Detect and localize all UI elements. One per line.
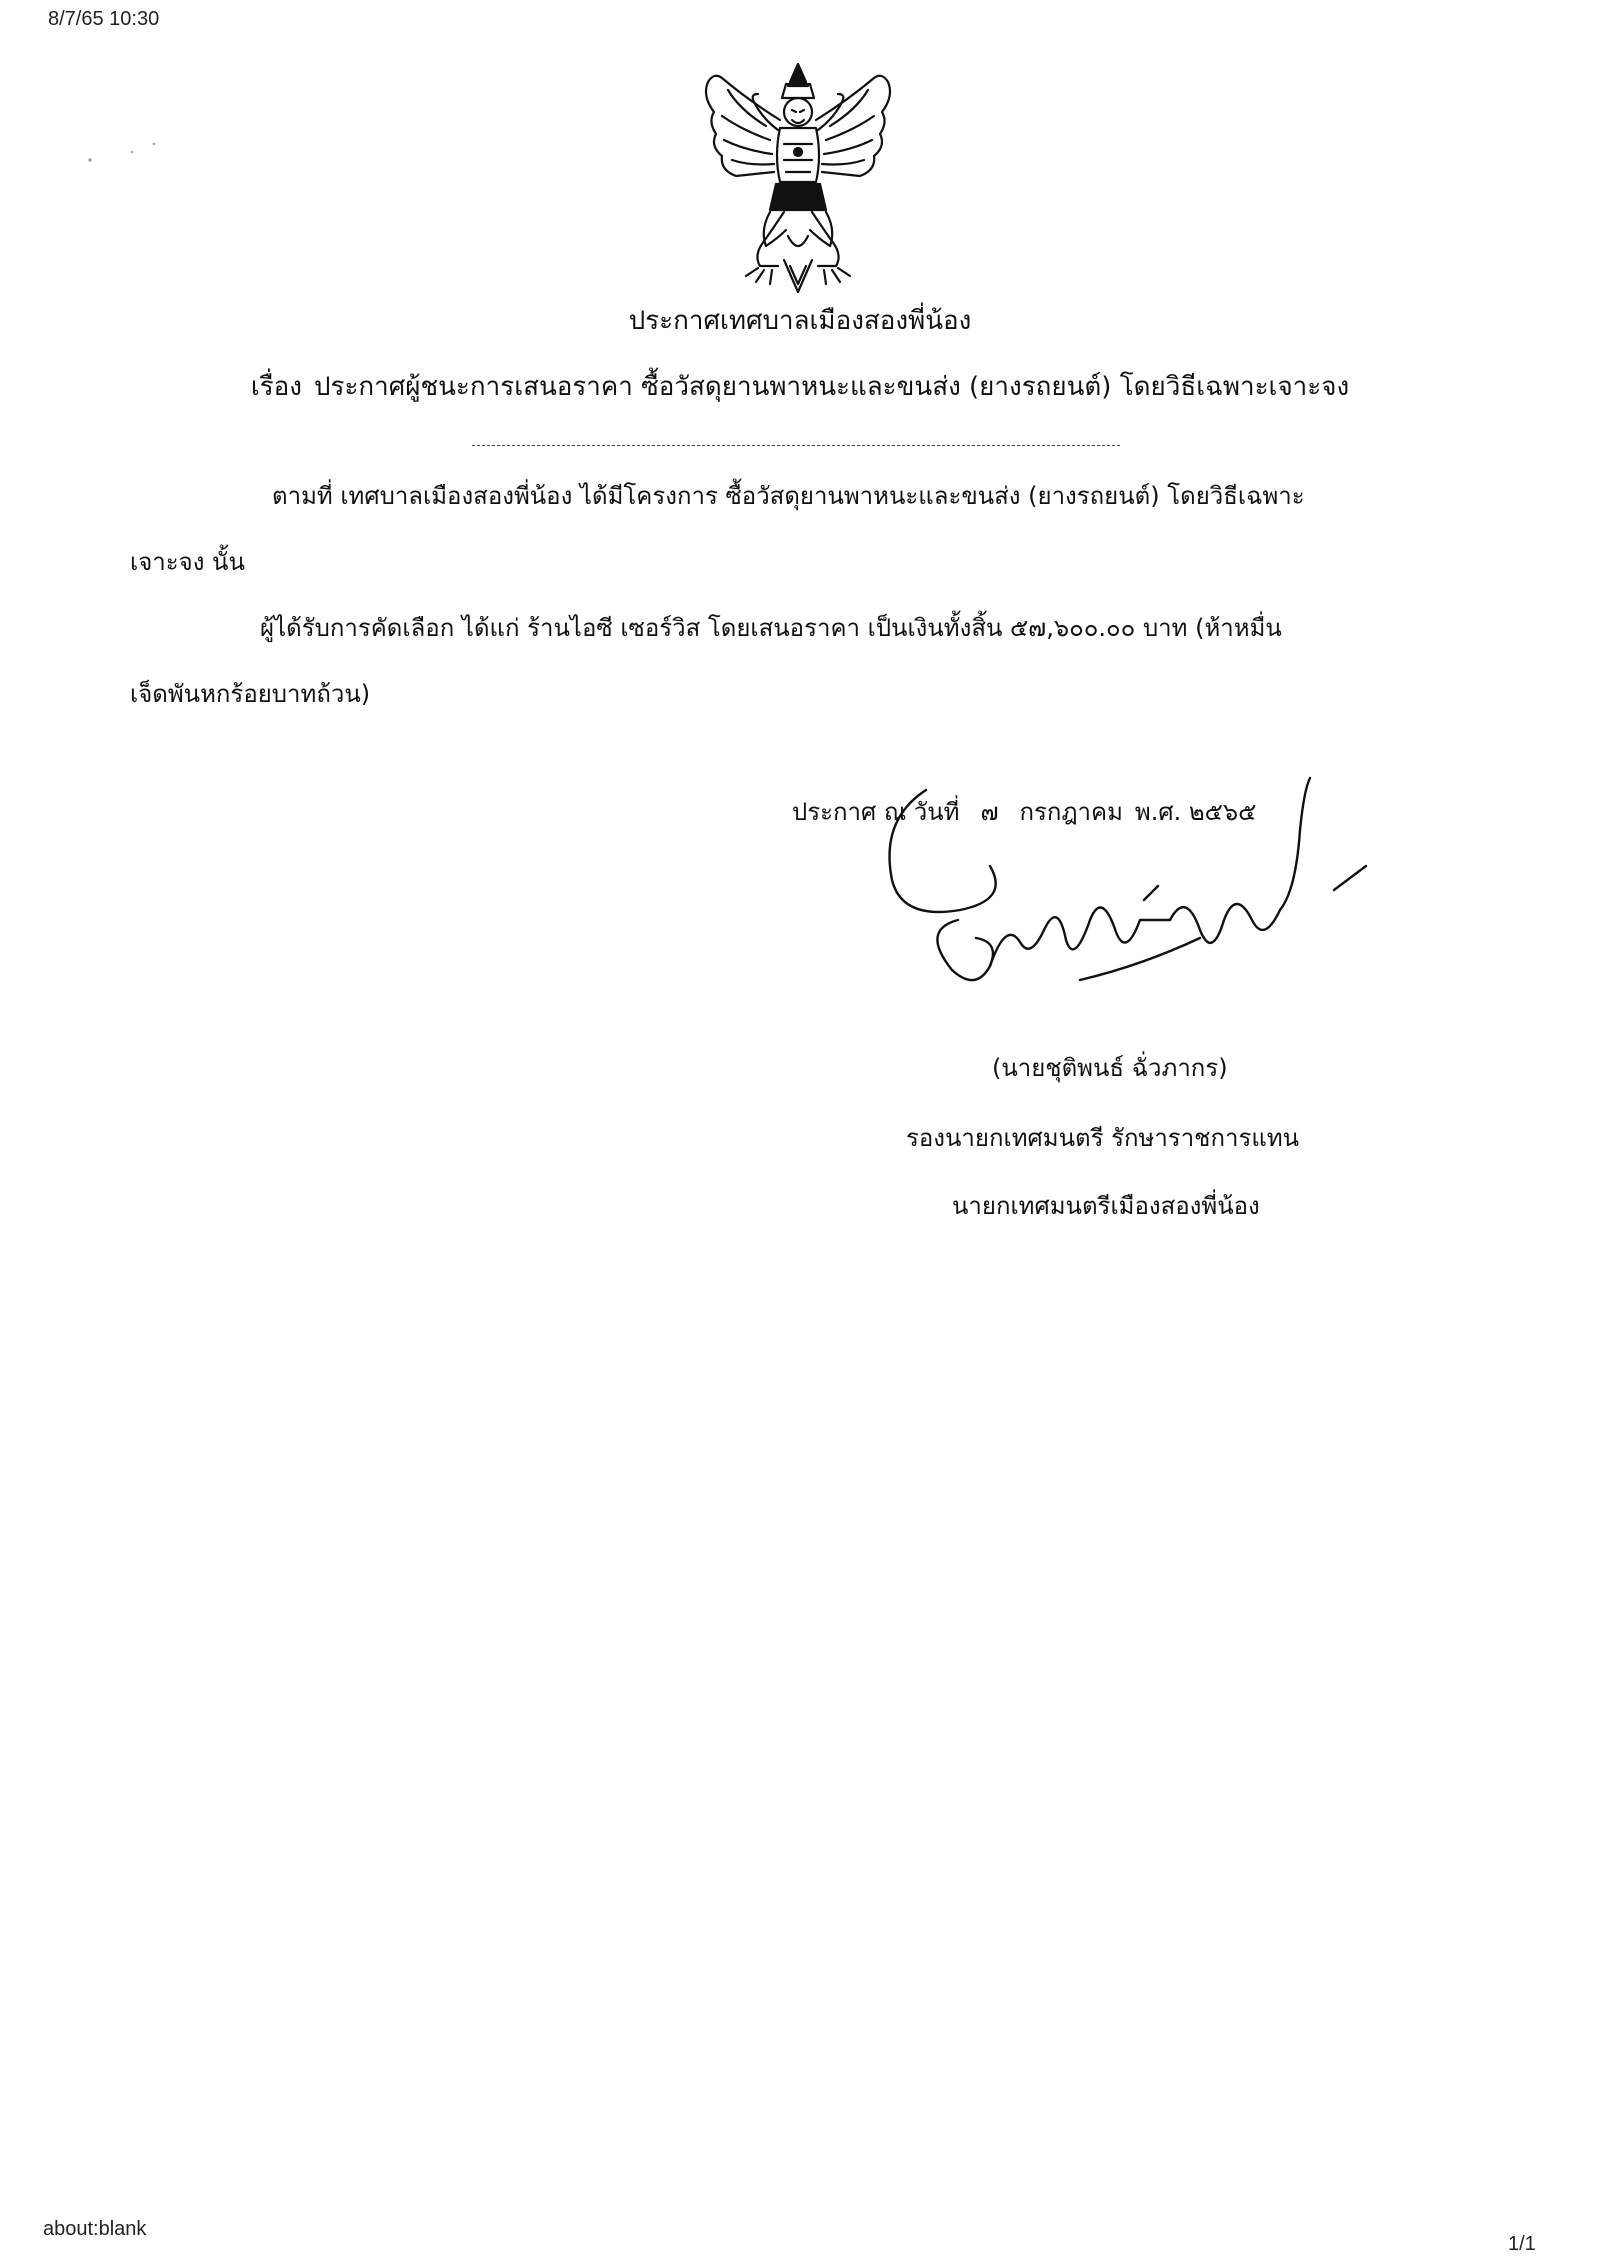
scan-specks <box>84 138 164 168</box>
date-day: ๗ <box>980 798 999 826</box>
paragraph-line: เจาะจง นั้น <box>130 548 245 576</box>
print-footer-page-number: 1/1 <box>1508 2233 1536 2255</box>
date-year: พ.ศ. ๒๕๖๕ <box>1134 798 1257 826</box>
announcement-title: ประกาศเทศบาลเมืองสองพี่น้อง <box>628 306 972 336</box>
handwritten-signature <box>840 770 1400 1030</box>
print-timestamp: 8/7/65 10:30 <box>48 8 160 30</box>
date-prefix: ประกาศ ณ วันที่ <box>792 798 960 826</box>
signer-position-line1: รองนายกเทศมนตรี รักษาราชการแทน <box>906 1124 1300 1152</box>
signer-name: (นายชุติพนธ์ ฉั่วภากร) <box>992 1054 1228 1082</box>
announcement-subject <box>0 366 1600 407</box>
paragraph-line: ผู้ได้รับการคัดเลือก ได้แก่ ร้านไอซี เซอร์วิส โดยเสนอราคา เป็นเงินทั้งสิ้น ๕๗,๖๐๐.๐๐ บาท (ห้าหมื่น <box>260 614 1282 642</box>
subject-label: เรื่อง <box>250 372 302 402</box>
paragraph-line: เจ็ดพันหกร้อยบาทถ้วน) <box>130 680 371 708</box>
print-footer-url: about:blank <box>43 2218 147 2240</box>
dashed-divider <box>472 445 1120 446</box>
subject-text: ประกาศผู้ชนะการเสนอราคา ซื้อวัสดุยานพาหนะและขนส่ง (ยางรถยนต์) โดยวิธีเฉพาะเจาะจง <box>313 372 1350 402</box>
signer-position-line2: นายกเทศมนตรีเมืองสองพี่น้อง <box>952 1192 1260 1220</box>
paragraph-line: ตามที่ เทศบาลเมืองสองพี่น้อง ได้มีโครงการ ซื้อวัสดุยานพาหนะและขนส่ง (ยางรถยนต์) โดยวิธีเฉพาะ <box>272 482 1305 510</box>
paragraph-project <box>130 484 1460 584</box>
garuda-emblem-icon <box>688 60 908 300</box>
paragraph-winner <box>130 616 1460 716</box>
date-month: กรกฎาคม <box>1019 798 1123 826</box>
